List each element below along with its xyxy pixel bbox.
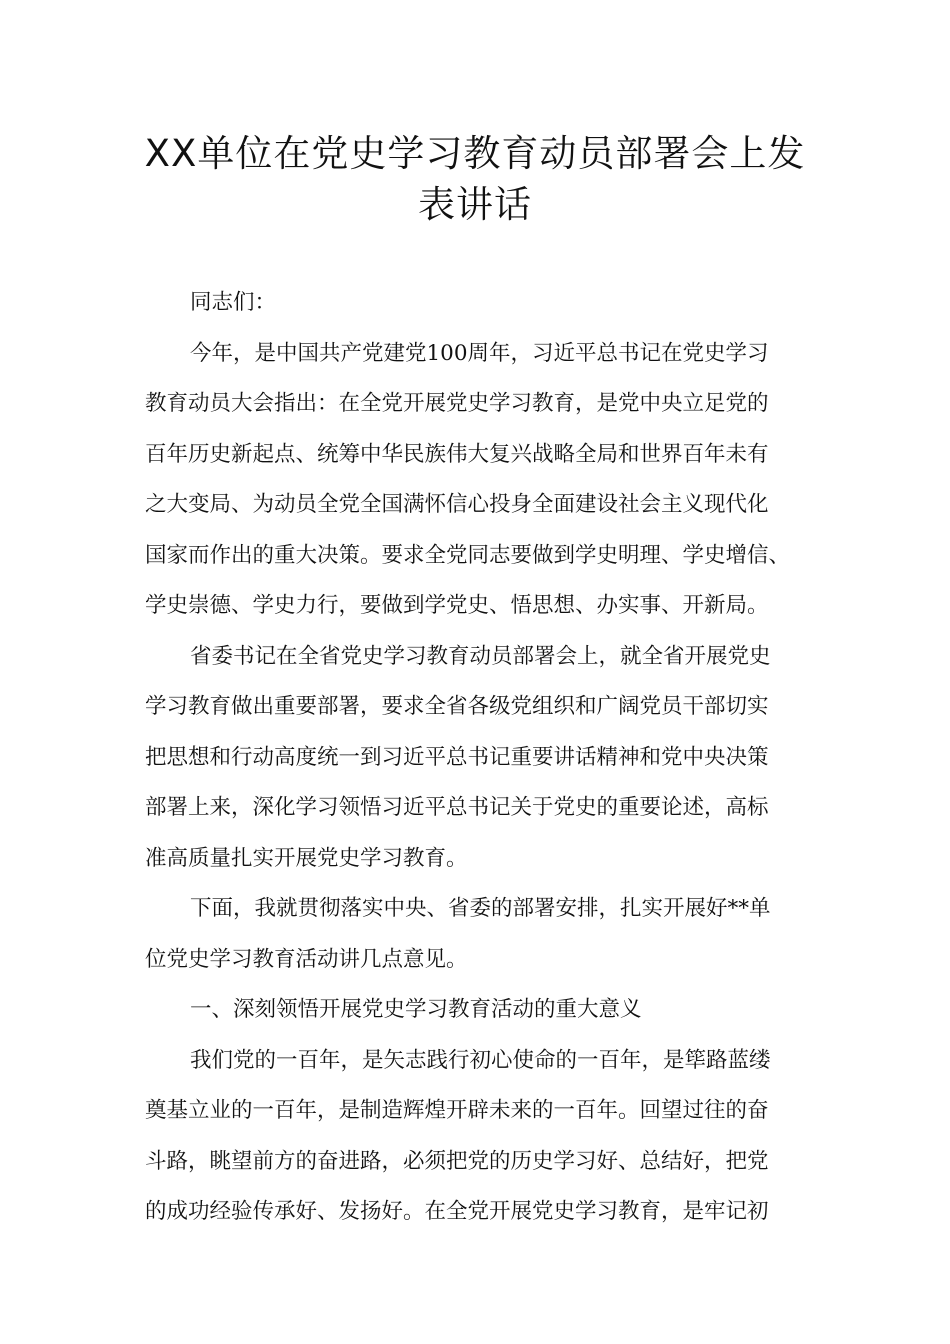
paragraph-line: 的成功经验传承好、发扬好。在全党开展党史学习教育，是牢记初 xyxy=(145,1199,769,1224)
paragraph-line: 斗路，眺望前方的奋进路，必须把党的历史学习好、总结好，把党 xyxy=(145,1148,769,1174)
paragraph-line: 今年，是中国共产党建党100周年，习近平总书记在党史学习 xyxy=(190,340,769,366)
paragraph-line: 奠基立业的一百年，是制造辉煌开辟未来的一百年。回望过往的奋 xyxy=(145,1098,769,1123)
paragraph-line: 省委书记在全省党史学习教育动员部署会上，就全省开展党史 xyxy=(190,643,771,669)
paragraph-line: 学习教育做出重要部署，要求全省各级党组织和广阔党员干部切实 xyxy=(145,694,769,719)
paragraph-line: 之大变局、为动员全党全国满怀信心投身全面建设社会主义现代化 xyxy=(145,492,769,517)
title-line-2: 表讲话 xyxy=(418,183,532,226)
paragraph-line: 下面，我就贯彻落实中央、省委的部署安排，扎实开展好**单 xyxy=(190,896,771,921)
paragraph-2 xyxy=(145,632,815,885)
paragraph-line: 部署上来，深化学习领悟习近平总书记关于党史的重要论述，高标 xyxy=(145,795,769,820)
paragraph-line: 我们党的一百年，是矢志践行初心使命的一百年，是筚路蓝缕 xyxy=(190,1047,771,1073)
paragraph-line: 同志们： xyxy=(190,290,277,315)
paragraph-salutation xyxy=(145,278,815,329)
paragraph-line: 学史崇德、学史力行，要做到学党史、悟思想、办实事、开新局。 xyxy=(145,593,769,618)
section-heading-1 xyxy=(145,985,815,1036)
title-line-1: XX单位在党史学习教育动员部署会上发 xyxy=(144,132,806,175)
paragraph-4 xyxy=(145,1036,815,1238)
section-heading-line: 一、深刻领悟开展党史学习教育活动的重大意义 xyxy=(190,997,642,1022)
paragraph-line: 把思想和行动高度统一到习近平总书记重要讲话精神和党中央决策 xyxy=(145,744,769,770)
document-body xyxy=(145,278,815,1238)
paragraph-line: 百年历史新起点、统筹中华民族伟大复兴战略全局和世界百年未有 xyxy=(145,441,769,467)
paragraph-line: 位党史学习教育活动讲几点意见。 xyxy=(145,946,468,972)
paragraph-line: 国家而作出的重大决策。要求全党同志要做到学史明理、学史增信、 xyxy=(145,542,791,568)
document-title xyxy=(120,128,830,230)
paragraph-line: 准高质量扎实开展党史学习教育。 xyxy=(145,845,468,871)
paragraph-1 xyxy=(145,329,815,632)
paragraph-3 xyxy=(145,884,815,985)
paragraph-line: 教育动员大会指出：在全党开展党史学习教育，是党中央立足党的 xyxy=(145,391,769,416)
